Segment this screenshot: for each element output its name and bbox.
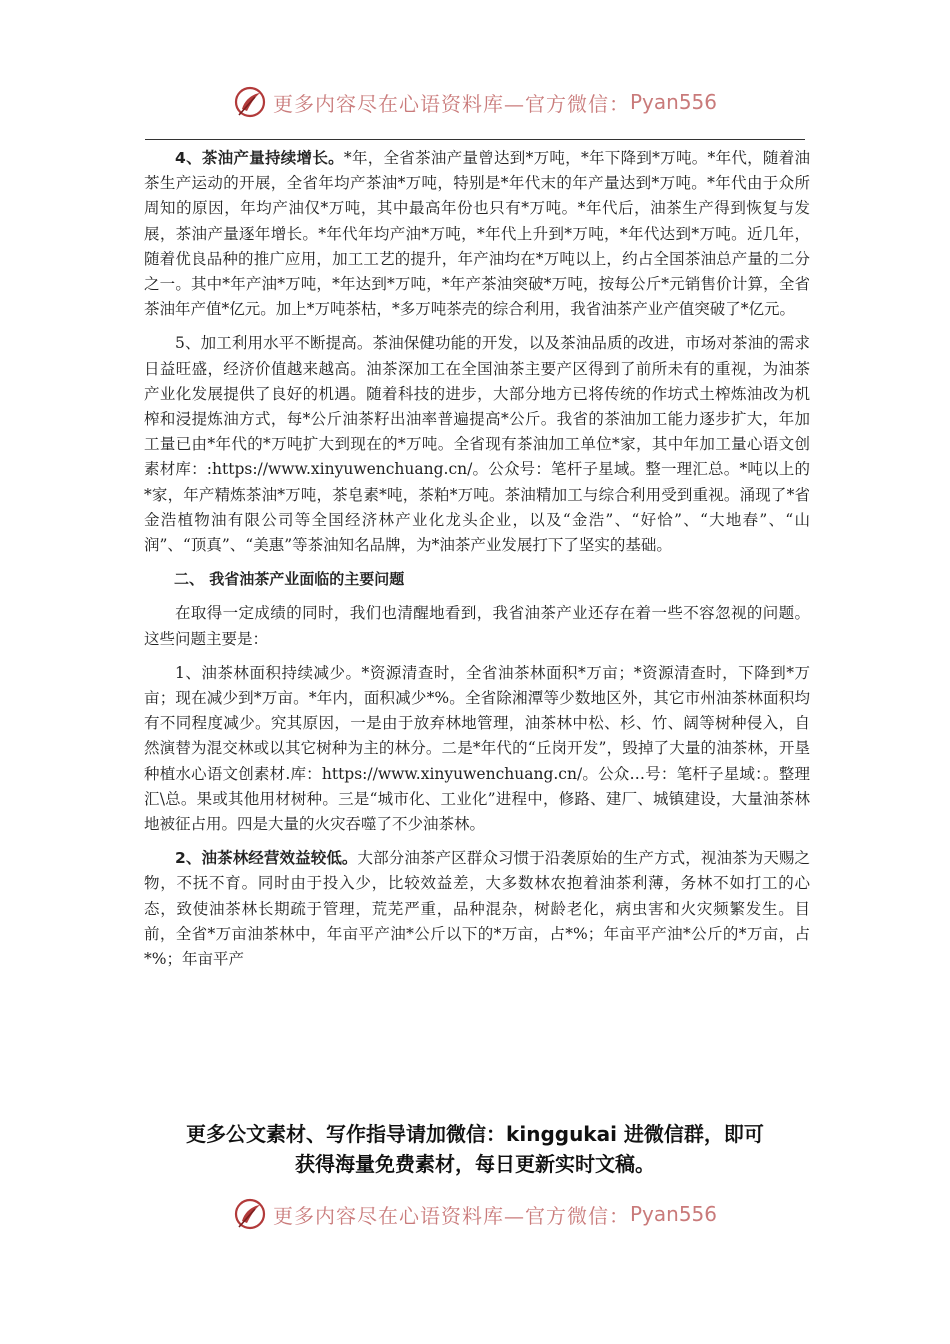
paragraph-processing: 5、加工利用水平不断提高。茶油保健功能的开发，以及茶油品质的改进，市场对茶油的需求日益旺盛，经济价值越来越高。油茶深加工在全国油茶主要产区得到了前所未有的重视，为油茶产业化发展提供了良好的机遇。随着科技的进步，大部分地方已将传统的作坊式土榨炼油改为机榨和浸提炼油方式，每*公斤油茶籽出油率普遍提高*公斤。我省的茶油加工能力逐步扩大，年加工量已由*年代的*万吨扩大到现在的*万吨。全省现有茶油加工单位*家，其中年加工量心语文创素材库：:https://www.xinyuwenchuang.cn/。公众号：笔杆子星域。整一理汇总。*吨以上的*家，年产精炼茶油*万吨，茶皂素*吨，茶粕*万吨。茶油精加工与综合利用受到重视。涌现了*省金浩植物油有限公司等全国经济林产业化龙头企业，以及“金浩”、“好恰”、“大地春”、“山润”、“顶真”、“美惠”等茶油知名品牌，为*油茶产业发展打下了坚实的基础。 <box>144 334 810 555</box>
logo-icon <box>233 85 267 119</box>
banner-text: 更多内容尽在心语资料库—官方微信： <box>272 1203 630 1228</box>
paragraph-lead: 4、茶油产量持续增长。 <box>175 149 344 167</box>
banner-text: 更多内容尽在心语资料库—官方微信： <box>272 91 630 116</box>
footer-banner <box>0 1192 950 1236</box>
header-banner <box>0 80 950 124</box>
paragraph-text: *年，全省茶油产量曾达到*万吨，*年下降到*万吨。*年代，随着油茶生产运动的开展，全省年均产茶油*万吨，特别是*年代末的年产量达到*万吨。*年代由于众所周知的原因，年均产油仅*万吨，其中最高年份也只有*万吨。*年代后，油茶生产得到恢复与发展，茶油产量逐年增长。*年代年均产油*万吨，*年代上升到*万吨，*年代达到*万吨。近几年，随着优良品种的推广应用，加工工艺的提升，年产油均在*万吨以上，约占全国茶油总产量的二分之一。其中*年产油*万吨，*年达到*万吨，*年产茶油突破*万吨，按每公斤*元销售价计算，全省茶油年产值*亿元。加上*万吨茶枯，*多万吨茶壳的综合利用，我省油茶产业产值突破了*亿元。 <box>144 149 810 319</box>
paragraph-low-benefit <box>144 846 810 972</box>
paragraph-text: 大部分油茶产区群众习惯于沿袭原始的生产方式，视油茶为天赐之物，不抚不育。同时由于投入少，比较效益差，大多数林农抱着油茶利薄，务林不如打工的心态，致使油茶林长期疏于管理，荒芜严重，品种混杂，树龄老化，病虫害和火灾频繁发生。目前，全省*万亩油茶林中，年亩平产油*公斤以下的*万亩，占*%；年亩平产油*公斤的*万亩，占*%；年亩平产 <box>144 849 810 969</box>
promo-line: 获得海量免费素材，每日更新实时文稿。 <box>295 1152 655 1176</box>
paragraph-lead: 2、油茶林经营效益较低。 <box>175 849 358 868</box>
document-body <box>144 146 810 981</box>
banner-wechat-id: Pyan556 <box>629 1202 717 1226</box>
banner-wechat-id: Pyan556 <box>629 90 717 114</box>
paragraph-output-growth <box>144 146 810 322</box>
section-heading: 二、 我省油茶产业面临的主要问题 <box>174 570 405 589</box>
promo-notice <box>0 1119 950 1179</box>
paragraph-problems-intro: 在取得一定成绩的同时，我们也清醒地看到，我省油茶产业还存在着一些不容忽视的问题。这些问题主要是： <box>144 604 810 648</box>
promo-line: 更多公文素材、写作指导请加微信：kinggukai 进微信群，即可 <box>186 1122 764 1146</box>
logo-icon <box>233 1197 267 1231</box>
paragraph-area-decrease: 1、油茶林面积持续减少。*资源清查时，全省油茶林面积*万亩；*资源清查时，下降到*万亩；现在减少到*万亩。*年内，面积减少*%。全省除湘潭等少数地区外，其它市州油茶林面积均有不同程度减少。究其原因，一是由于放弃林地管理，油茶林中松、杉、竹、阔等树种侵入，自然演替为混交林或以其它树种为主的林分。二是*年代的“丘岗开发”，毁掉了大量的油茶林，开垦种植水心语文创素材.库：https://www.xinyuwenchuang.cn/。公众…号：笔杆子星域：。整理汇\总。果或其他用材树种。三是“城市化、工业化”进程中，修路、建厂、城镇建设，大量油茶林地被征占用。四是大量的火灾吞噬了不少油茶林。 <box>144 663 810 834</box>
header-divider <box>145 139 805 140</box>
